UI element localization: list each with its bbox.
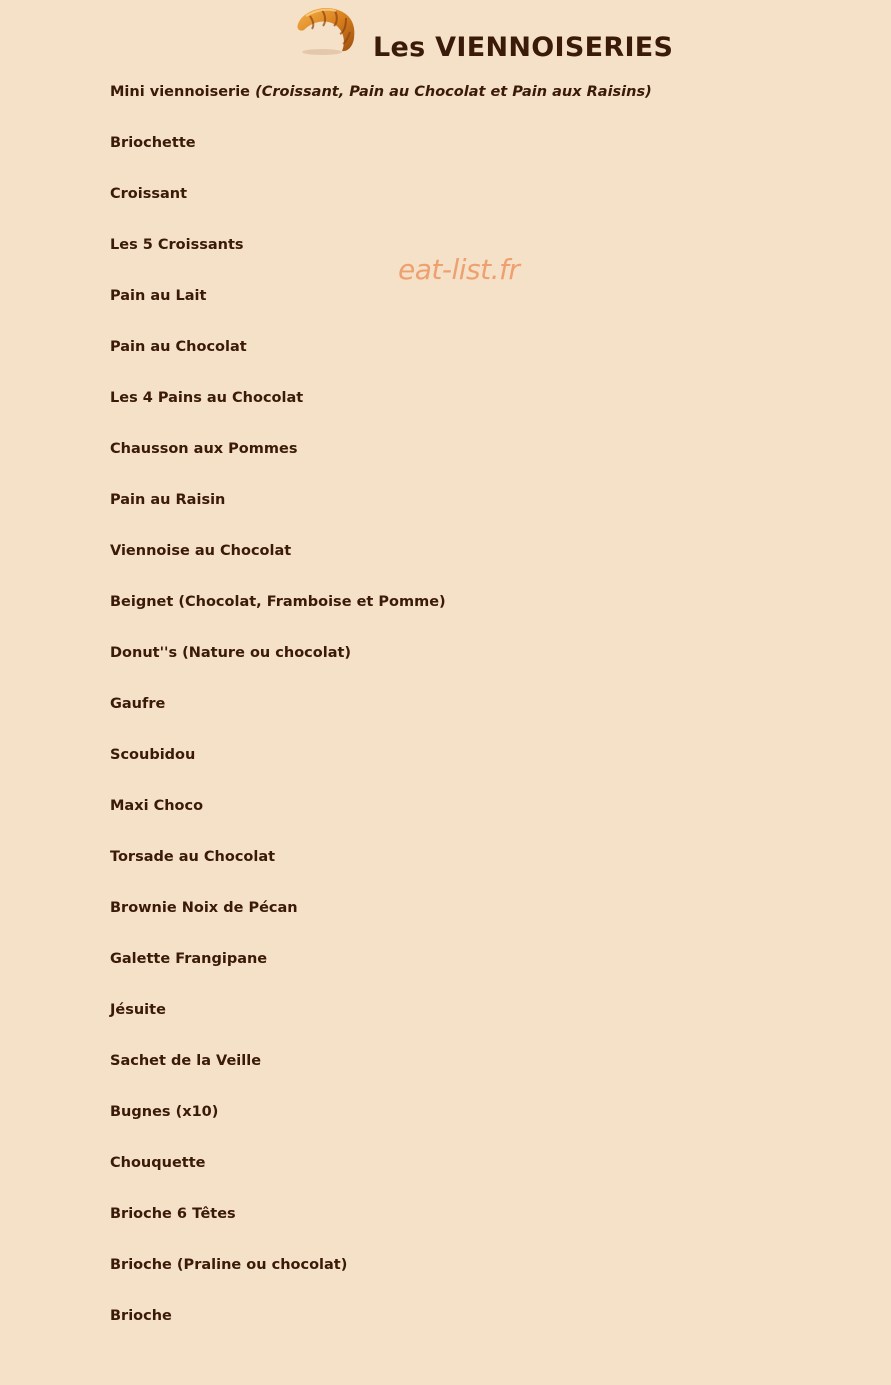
menu-item bbox=[110, 896, 652, 947]
menu-item bbox=[110, 386, 652, 437]
menu-item-detail: (Croissant, Pain au Chocolat et Pain aux Raisins) bbox=[255, 84, 652, 100]
menu-item bbox=[110, 131, 652, 182]
menu-item bbox=[110, 743, 652, 794]
menu-item-label: Beignet (Chocolat, Framboise et Pomme) bbox=[110, 594, 446, 610]
menu-item bbox=[110, 1151, 652, 1202]
watermark: eat-list.fr bbox=[398, 253, 520, 286]
menu-item bbox=[110, 794, 652, 845]
menu-item bbox=[110, 692, 652, 743]
menu-item-label: Pain au Raisin bbox=[110, 492, 226, 508]
menu-item-label: Bugnes (x10) bbox=[110, 1104, 219, 1120]
menu-item bbox=[110, 488, 652, 539]
menu-item bbox=[110, 998, 652, 1049]
menu-item bbox=[110, 1049, 652, 1100]
menu-item-label: Croissant bbox=[110, 186, 188, 202]
menu-item bbox=[110, 539, 652, 590]
menu-item bbox=[110, 437, 652, 488]
page-header bbox=[0, 0, 891, 80]
menu-item bbox=[110, 1100, 652, 1151]
menu-item-label: Donut''s (Nature ou chocolat) bbox=[110, 645, 352, 661]
menu-item bbox=[110, 590, 652, 641]
menu-item-label: Gaufre bbox=[110, 696, 166, 712]
croissant-icon bbox=[292, 2, 360, 58]
menu-item bbox=[110, 1304, 652, 1355]
menu-item bbox=[110, 1253, 652, 1304]
menu-item-label: Brownie Noix de Pécan bbox=[110, 900, 298, 916]
menu-item bbox=[110, 335, 652, 386]
menu-item-label: Maxi Choco bbox=[110, 798, 204, 814]
menu-item-label: Galette Frangipane bbox=[110, 951, 268, 967]
menu-list bbox=[110, 80, 652, 1355]
menu-item-label: Brioche (Praline ou chocolat) bbox=[110, 1257, 348, 1273]
menu-item-label: Brioche bbox=[110, 1308, 172, 1324]
menu-item-label: Viennoise au Chocolat bbox=[110, 543, 292, 559]
menu-item-label: Les 4 Pains au Chocolat bbox=[110, 390, 304, 406]
menu-item bbox=[110, 182, 652, 233]
menu-item-label: Sachet de la Veille bbox=[110, 1053, 262, 1069]
menu-item-label: Pain au Chocolat bbox=[110, 339, 247, 355]
menu-item-label: Chouquette bbox=[110, 1155, 206, 1171]
menu-item bbox=[110, 1202, 652, 1253]
menu-item bbox=[110, 845, 652, 896]
menu-item-label: Brioche 6 Têtes bbox=[110, 1206, 236, 1222]
menu-item bbox=[110, 947, 652, 998]
menu-item-label: Briochette bbox=[110, 135, 196, 151]
menu-item-label: Chausson aux Pommes bbox=[110, 441, 298, 457]
menu-item-label: Jésuite bbox=[110, 1002, 166, 1018]
menu-item bbox=[110, 80, 652, 131]
page-title: Les VIENNOISERIES bbox=[373, 32, 674, 63]
menu-item-label: Les 5 Croissants bbox=[110, 237, 244, 253]
menu-item-label: Mini viennoiserie bbox=[110, 84, 250, 100]
menu-item-label: Scoubidou bbox=[110, 747, 196, 763]
menu-item bbox=[110, 284, 652, 335]
menu-item bbox=[110, 641, 652, 692]
menu-item-label: Torsade au Chocolat bbox=[110, 849, 276, 865]
menu-item bbox=[110, 233, 652, 284]
menu-item-label: Pain au Lait bbox=[110, 288, 207, 304]
